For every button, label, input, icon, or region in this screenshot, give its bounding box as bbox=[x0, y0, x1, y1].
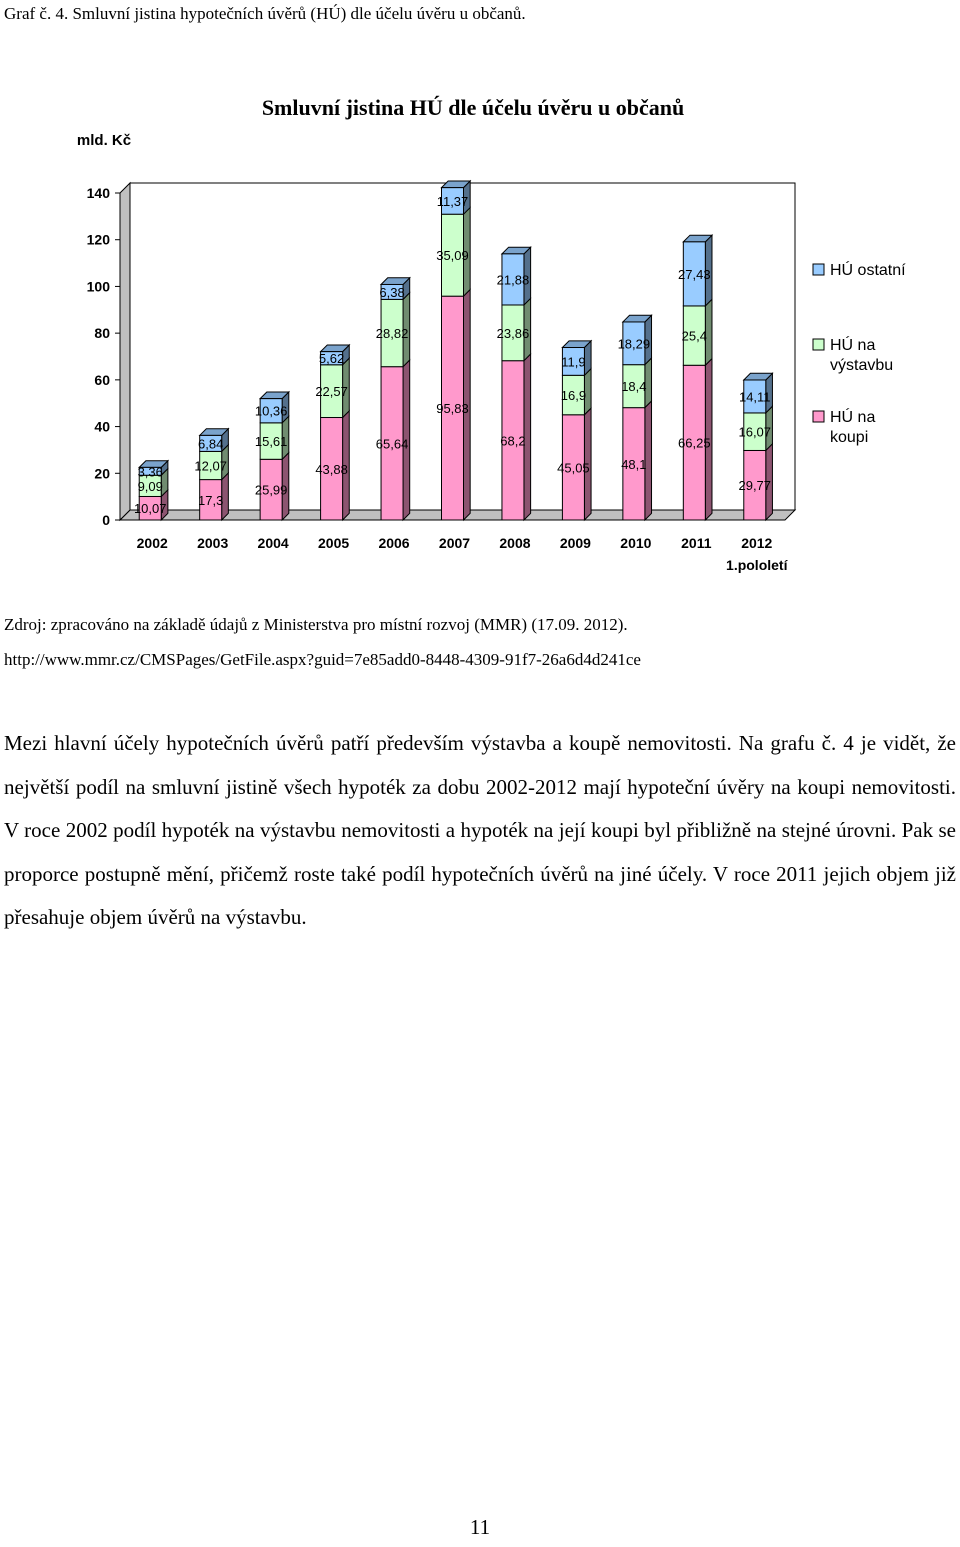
data-label: 45,05 bbox=[557, 460, 590, 476]
legend bbox=[805, 255, 955, 470]
legend-label: HÚ ostatní bbox=[830, 262, 906, 279]
data-label: 65,64 bbox=[375, 436, 409, 452]
data-label: 17,3 bbox=[198, 492, 224, 508]
x-tick-label: 2010 bbox=[620, 535, 652, 551]
data-label: 25,99 bbox=[254, 482, 288, 498]
data-label: 21,88 bbox=[496, 272, 530, 288]
body-paragraph: Mezi hlavní účely hypotečních úvěrů patří především výstavba a koupě nemovitosti. Na grafu č. 4 je vidět, že největší podíl na smluvní jistině všech hypoték za dobu 2002-2012 mají hypoteční úvěry na koupi nemovitosti. V roce 2002 podíl hypoték na výstavbu nemovitosti a hypoték na její koupi byl přibližně na stejné úrovni. Pak se proporce postupně mění, přičemž roste také podíl hypotečních úvěrů na jiné účely. V roce 2011 jejich objem již přesahuje objem úvěrů na výstavbu. bbox=[4, 731, 956, 929]
y-axis-label: mld. Kč bbox=[76, 132, 132, 149]
source-line: Zdroj: zpracováno na základě údajů z Ministerstva pro místní rozvoj (MMR) (17.09. 2012). bbox=[4, 615, 628, 634]
y-tick-label: 140 bbox=[86, 185, 110, 201]
y-tick-label: 20 bbox=[94, 465, 110, 482]
data-label: 48,1 bbox=[621, 456, 647, 472]
page-number: 11 bbox=[469, 1515, 491, 1539]
data-label: 16,9 bbox=[560, 388, 587, 404]
data-label: 11,37 bbox=[436, 193, 469, 209]
legend-swatch bbox=[813, 264, 824, 275]
y-axis bbox=[87, 185, 120, 528]
data-label: 3,36 bbox=[137, 464, 163, 480]
x-tick-label: 2003 bbox=[197, 535, 229, 551]
data-label: 27,43 bbox=[678, 266, 711, 282]
x-tick-label: 2002 bbox=[136, 535, 168, 551]
legend-label: výstavbu bbox=[830, 357, 894, 374]
data-label: 68,2 bbox=[500, 433, 526, 449]
x-tick-sublabel: 1.pololetí bbox=[726, 557, 788, 573]
x-tick-label: 2004 bbox=[257, 535, 289, 551]
data-label: 28,82 bbox=[375, 326, 409, 342]
data-label: 23,86 bbox=[496, 325, 530, 341]
y-tick-label: 60 bbox=[94, 371, 110, 388]
data-label: 22,57 bbox=[315, 384, 348, 400]
legend-swatch bbox=[813, 411, 824, 422]
data-label: 10,36 bbox=[254, 403, 288, 419]
stacked-bar-chart bbox=[0, 60, 960, 580]
data-label: 43,88 bbox=[315, 461, 348, 477]
x-tick-label: 2007 bbox=[438, 535, 471, 551]
data-label: 6,38 bbox=[379, 284, 405, 300]
legend-label: HÚ na bbox=[830, 337, 876, 354]
data-label: 95,83 bbox=[436, 401, 469, 417]
data-label: 25,4 bbox=[681, 328, 707, 344]
data-label: 12,07 bbox=[194, 458, 227, 474]
data-label: 35,09 bbox=[436, 248, 469, 264]
data-label: 10,07 bbox=[133, 501, 167, 517]
chart-title: Smluvní jistina HÚ dle účelu úvěru u občanů bbox=[261, 95, 685, 120]
data-label: 29,77 bbox=[738, 478, 772, 494]
data-label: 18,29 bbox=[617, 336, 651, 352]
y-tick-label: 100 bbox=[86, 278, 110, 295]
data-label: 16,07 bbox=[738, 424, 772, 440]
legend-label: HÚ na bbox=[830, 409, 876, 426]
figure-caption: Graf č. 4. Smluvní jistina hypotečních úvěrů (HÚ) dle účelu úvěru u občanů. bbox=[4, 4, 526, 23]
x-tick-label: 2006 bbox=[378, 535, 410, 551]
x-tick-label: 2005 bbox=[318, 535, 350, 551]
data-label: 18,4 bbox=[621, 379, 647, 395]
data-label: 9,09 bbox=[137, 478, 163, 494]
data-label: 66,25 bbox=[678, 435, 711, 451]
data-label: 11,9 bbox=[561, 354, 586, 370]
y-tick-label: 0 bbox=[102, 512, 110, 528]
plot-side-wall bbox=[120, 183, 130, 520]
y-tick-label: 120 bbox=[86, 231, 110, 248]
data-label: 14,11 bbox=[738, 389, 771, 405]
x-tick-label: 2009 bbox=[559, 535, 591, 551]
data-label: 5,62 bbox=[318, 351, 345, 367]
data-label: 6,84 bbox=[198, 436, 224, 452]
source-url[interactable]: http://www.mmr.cz/CMSPages/GetFile.aspx?guid=7e85add0-8448-4309-91f7-26a6d4d241ce bbox=[4, 650, 641, 669]
y-tick-label: 80 bbox=[94, 325, 110, 342]
x-tick-label: 2011 bbox=[681, 535, 712, 551]
legend-swatch bbox=[813, 339, 824, 350]
x-tick-label: 2012 bbox=[741, 535, 773, 551]
data-label: 15,61 bbox=[254, 434, 288, 450]
legend-label: koupi bbox=[830, 429, 869, 446]
x-axis bbox=[137, 535, 789, 573]
y-tick-label: 40 bbox=[94, 418, 110, 435]
x-tick-label: 2008 bbox=[499, 535, 531, 551]
